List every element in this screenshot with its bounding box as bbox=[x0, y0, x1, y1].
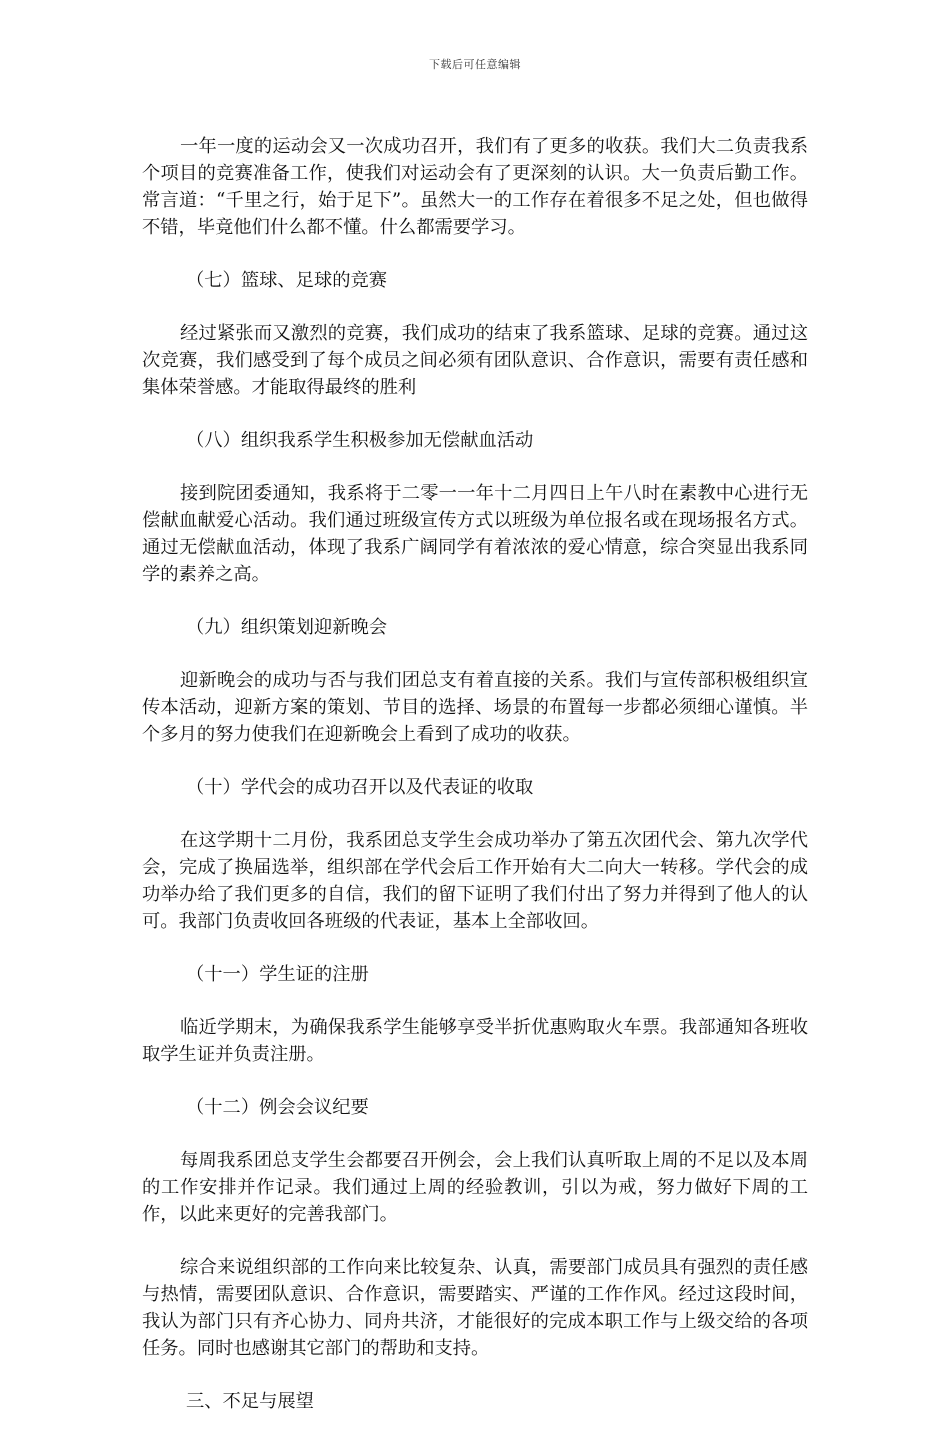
paragraph: 综合来说组织部的工作向来比较复杂、认真，需要部门成员具有强烈的责任感与热情，需要团队意识、合作意识，需要踏实、严谨的工作作风。经过这段时间，我认为部门只有齐心协力、同舟共济，才能很好的完成本职工作与上级交给的各项任务。同时也感谢其它部门的帮助和支持。 bbox=[142, 1257, 808, 1359]
section-heading: 三、不足与展望 bbox=[186, 1391, 314, 1412]
paragraph: 经过紧张而又激烈的竞赛，我们成功的结束了我系篮球、足球的竞赛。通过这次竞赛，我们感受到了每个成员之间必须有团队意识、合作意识，需要有责任感和集体荣誉感。才能取得最终的胜利 bbox=[142, 323, 808, 398]
paragraph: 接到院团委通知，我系将于二零一一年十二月四日上午八时在素教中心进行无偿献血献爱心活动。我们通过班级宣传方式以班级为单位报名或在现场报名方式。通过无偿献血活动，体现了我系广阔同学有着浓浓的爱心情意，综合突显出我系同学的素养之高。 bbox=[142, 483, 808, 585]
section-heading: （十）学代会的成功召开以及代表证的收取 bbox=[186, 777, 534, 798]
section-heading: （十一）学生证的注册 bbox=[186, 964, 369, 985]
section-heading: （七）篮球、足球的竞赛 bbox=[186, 270, 388, 291]
section-heading: （九）组织策划迎新晚会 bbox=[186, 617, 388, 638]
document-body bbox=[142, 133, 808, 1441]
paragraph: 一年一度的运动会又一次成功召开，我们有了更多的收获。我们大二负责我系个项目的竞赛准备工作，使我们对运动会有了更深刻的认识。大一负责后勤工作。常言道：“千里之行，始于足下”。虽然大一的工作存在着很多不足之处，但也做得不错，毕竟他们什么都不懂。什么都需要学习。 bbox=[142, 136, 808, 238]
section-heading: （十二）例会会议纪要 bbox=[186, 1097, 369, 1118]
paragraph: 每周我系团总支学生会都要召开例会，会上我们认真听取上周的不足以及本周的工作安排并作记录。我们通过上周的经验教训，引以为戒，努力做好下周的工作，以此来更好的完善我部门。 bbox=[142, 1150, 808, 1225]
page-header: 下载后可任意编辑 bbox=[429, 58, 521, 71]
paragraph: 在这学期十二月份，我系团总支学生会成功举办了第五次团代会、第九次学代会，完成了换届选举，组织部在学代会后工作开始有大二向大一转移。学代会的成功举办给了我们更多的自信，我们的留下证明了我们付出了努力并得到了他人的认可。我部门负责收回各班级的代表证，基本上全部收回。 bbox=[142, 830, 808, 932]
paragraph: 临近学期末，为确保我系学生能够享受半折优惠购取火车票。我部通知各班收取学生证并负责注册。 bbox=[142, 1017, 808, 1065]
section-heading: （八）组织我系学生积极参加无偿献血活动 bbox=[186, 430, 534, 451]
paragraph: 迎新晚会的成功与否与我们团总支有着直接的关系。我们与宣传部积极组织宣传本活动，迎新方案的策划、节目的选择、场景的布置每一步都必须细心谨慎。半个多月的努力使我们在迎新晚会上看到了成功的收获。 bbox=[142, 670, 808, 745]
